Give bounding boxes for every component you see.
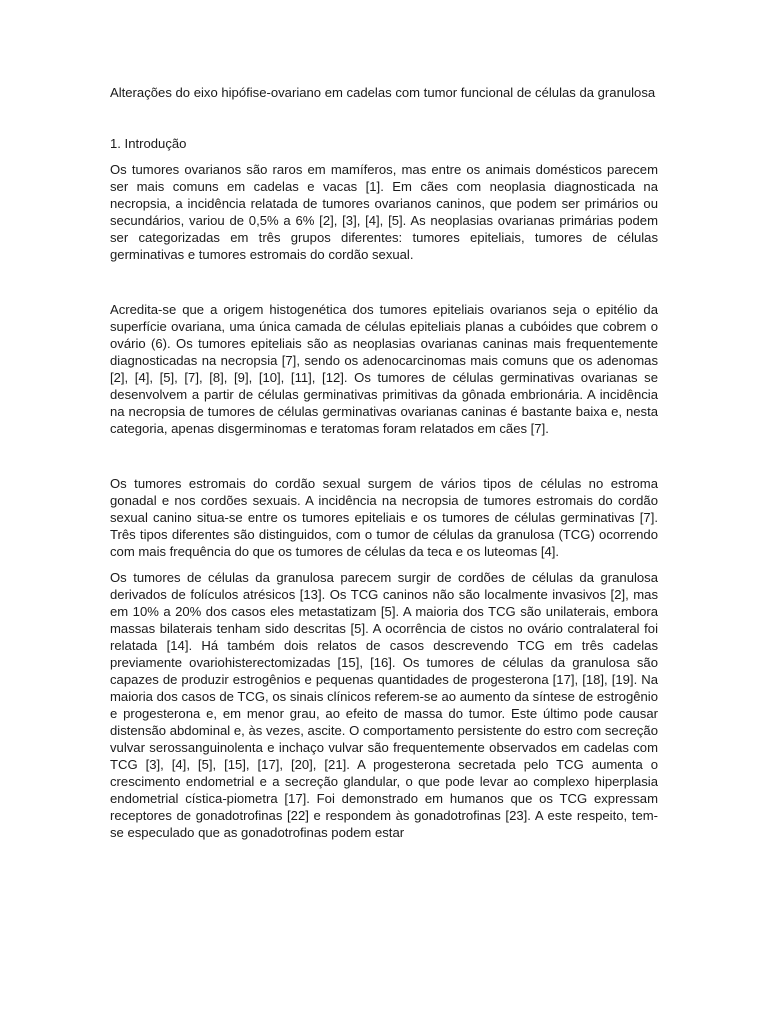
paragraph-2: Acredita-se que a origem histogenética dos tumores epiteliais ovarianos seja o epitélio da superfície ovariana, uma única camada de células epiteliais planas a cubóides que cobrem o ovário (6). Os tumores epiteliais são as neoplasias ovarianas caninas mais frequentemente diagnosticadas na necropsia [7], sendo os adenocarcinomas mais comuns que os adenomas [2], [4], [5], [7], [8], [9], [10], [11], [12]. Os tumores de células germinativas ovarianas se desenvolvem a partir de células germinativas primitivas da gônada embrionária. A incidência na necropsia de tumores de células germinativas ovarianas caninas é bastante baixa e, nesta categoria, apenas disgerminomas e teratomas foram relatados em cães [7]. — [110, 302, 658, 436]
paragraph-3: Os tumores estromais do cordão sexual surgem de vários tipos de células no estroma gonadal e nos cordões sexuais. A incidência na necropsia de tumores estromais do cordão sexual canino situa-se entre os tumores epiteliais e os tumores de células germinativas [7]. Três tipos diferentes são distinguidos, com o tumor de células da granulosa (TCG) ocorrendo com mais frequência do que os tumores de células da teca e os luteomas [4]. — [110, 476, 658, 559]
paragraph-4: Os tumores de células da granulosa parecem surgir de cordões de células da granulosa derivados de folículos atrésicos [13]. Os TCG caninos não são localmente invasivos [2], mas em 10% a 20% dos casos eles metastatizam [5]. A maioria dos TCG são unilaterais, embora massas bilaterais tenham sido descritas [5]. A ocorrência de cistos no ovário contralateral foi relatada [14]. Há também dois relatos de casos descrevendo TCG em três cadelas previamente ovariohisterectomizadas [15], [16]. Os tumores de células da granulosa são capazes de produzir estrogênios e pequenas quantidades de progesterona [17], [18], [19]. Na maioria dos casos de TCG, os sinais clínicos referem-se ao aumento da síntese de estrogênio e progesterona e, em menor grau, ao efeito de massa do tumor. Este último pode causar distensão abdominal e, às vezes, ascite. O comportamento persistente do estro com secreção vulvar serossanguinolenta e inchaço vulvar são frequentemente observados em cadelas com TCG [3], [4], [5], [15], [17], [20], [21]. A progesterona secretada pelo TCG aumenta o crescimento endometrial e a secreção glandular, o que pode levar ao complexo hiperplasia endometrial cística-piometra [17]. Foi demonstrado em humanos que os TCG expressam receptores de gonadotrofinas [22] e respondem às gonadotrofinas [23]. A este respeito, tem-se especulado que as gonadotrofinas podem estar — [110, 570, 658, 840]
section-heading-introduction: 1. Introdução — [110, 136, 187, 151]
paragraph-spacer — [110, 437, 658, 475]
paragraph-1: Os tumores ovarianos são raros em mamíferos, mas entre os animais domésticos parecem ser mais comuns em cadelas e vacas [1]. Em cães com neoplasia diagnosticada na necropsia, a incidência relatada de tumores ovarianos caninos, que podem ser primários ou secundários, variou de 0,5% a 6% [2], [3], [4], [5]. As neoplasias ovarianas primárias podem ser categorizadas em três grupos diferentes: tumores epiteliais, tumores de células germinativas e tumores estromais do cordão sexual. — [110, 162, 658, 262]
paragraph-spacer — [110, 263, 658, 301]
paragraph-spacer — [110, 560, 658, 569]
document-title: Alterações do eixo hipófise-ovariano em cadelas com tumor funcional de células da granulosa — [110, 85, 656, 100]
document-page — [110, 84, 658, 841]
